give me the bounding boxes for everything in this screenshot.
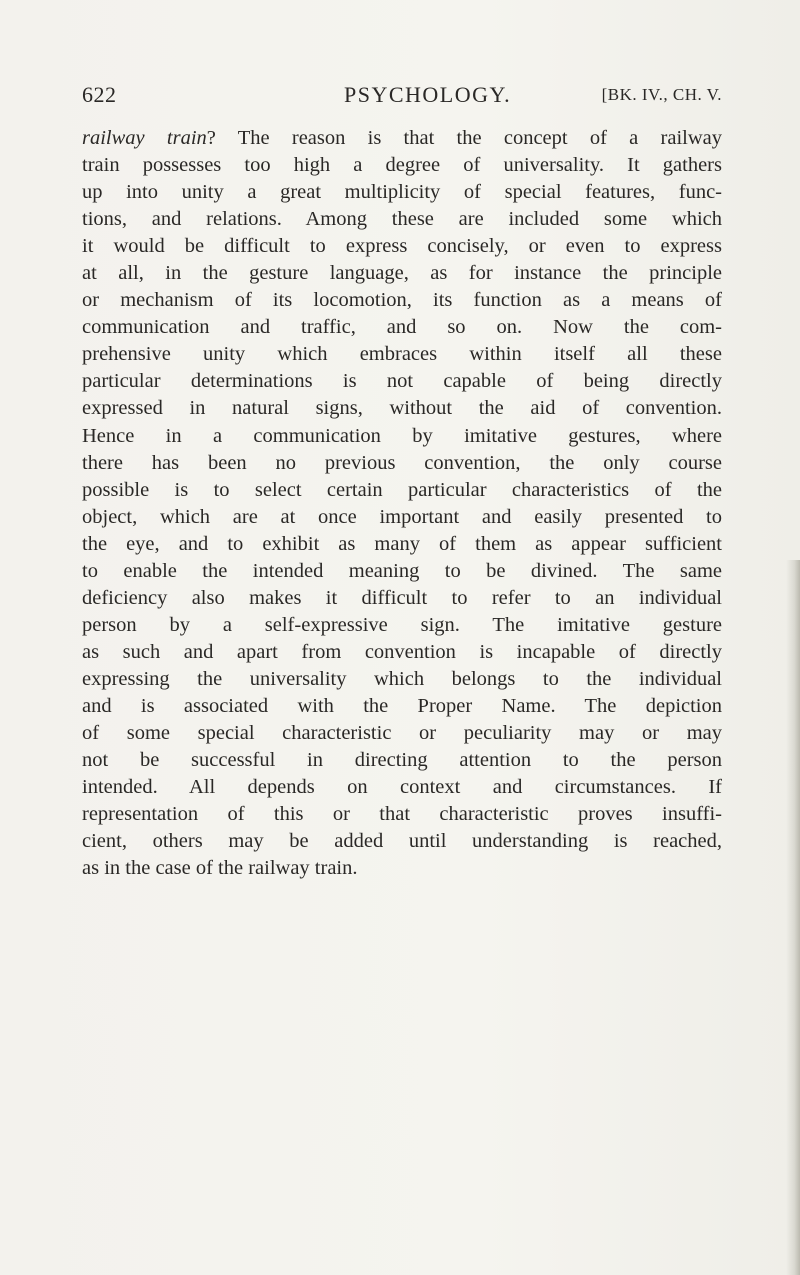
page-number: 622: [82, 82, 117, 107]
text-line: not be successful in directing attention to the person: [82, 749, 722, 772]
text-line: [82, 125, 722, 152]
text-line: prehensive unity which embraces within itself all these: [82, 343, 722, 366]
text-line: object, which are at once important and easily presented to: [82, 505, 722, 528]
page-edge-shadow: [786, 560, 800, 1275]
text-line: at all, in the gesture language, as for instance the principle: [82, 262, 722, 285]
text-line: tions, and relations. Among these are included some which: [82, 208, 722, 231]
text-line: communication and traffic, and so on. Now the com-: [82, 316, 722, 339]
text-line: it would be difficult to express concisely, or even to express: [82, 235, 722, 258]
text-line: to enable the intended meaning to be divined. The same: [82, 559, 722, 582]
text-line: expressing the universality which belongs to the individual: [82, 667, 722, 690]
text-line: particular determinations is not capable of being directly: [82, 370, 722, 393]
text-line: there has been no previous convention, the only course: [82, 451, 722, 474]
text-line: or mechanism of its locomotion, its function as a means of: [82, 289, 722, 312]
text-line: train possesses too high a degree of universality. It gathers: [82, 154, 722, 177]
text-line: possible is to select certain particular characteristics of the: [82, 478, 722, 501]
text-line: deficiency also makes it difficult to refer to an individual: [82, 586, 722, 609]
running-title: PSYCHOLOGY.: [344, 82, 512, 107]
text-line: the eye, and to exhibit as many of them as appear sufficient: [82, 532, 722, 555]
body-paragraph: [82, 125, 722, 882]
section-reference: [BK. IV., CH. V.: [601, 85, 722, 104]
text-line: and is associated with the Proper Name. The depiction: [82, 694, 722, 717]
text-line: Hence in a communication by imitative gestures, where: [82, 424, 722, 447]
italic-phrase: railway train: [82, 127, 207, 149]
text-line: person by a self-expressive sign. The imitative gesture: [82, 613, 722, 636]
text-line: up into unity a great multiplicity of special features, func-: [82, 181, 722, 204]
text-line: representation of this or that characteristic proves insuffi-: [82, 803, 722, 826]
text-line: intended. All depends on context and circumstances. If: [82, 776, 722, 799]
running-header: [82, 82, 722, 110]
text-line: as such and apart from convention is incapable of directly: [82, 640, 722, 663]
text-line: cient, others may be added until understanding is reached,: [82, 830, 722, 853]
text-line: expressed in natural signs, without the aid of convention.: [82, 397, 722, 420]
text-line-content: ? The reason is that the concept of a railway: [206, 127, 722, 149]
text-line: of some special characteristic or peculiarity may or may: [82, 722, 722, 745]
text-line: as in the case of the railway train.: [82, 857, 358, 880]
